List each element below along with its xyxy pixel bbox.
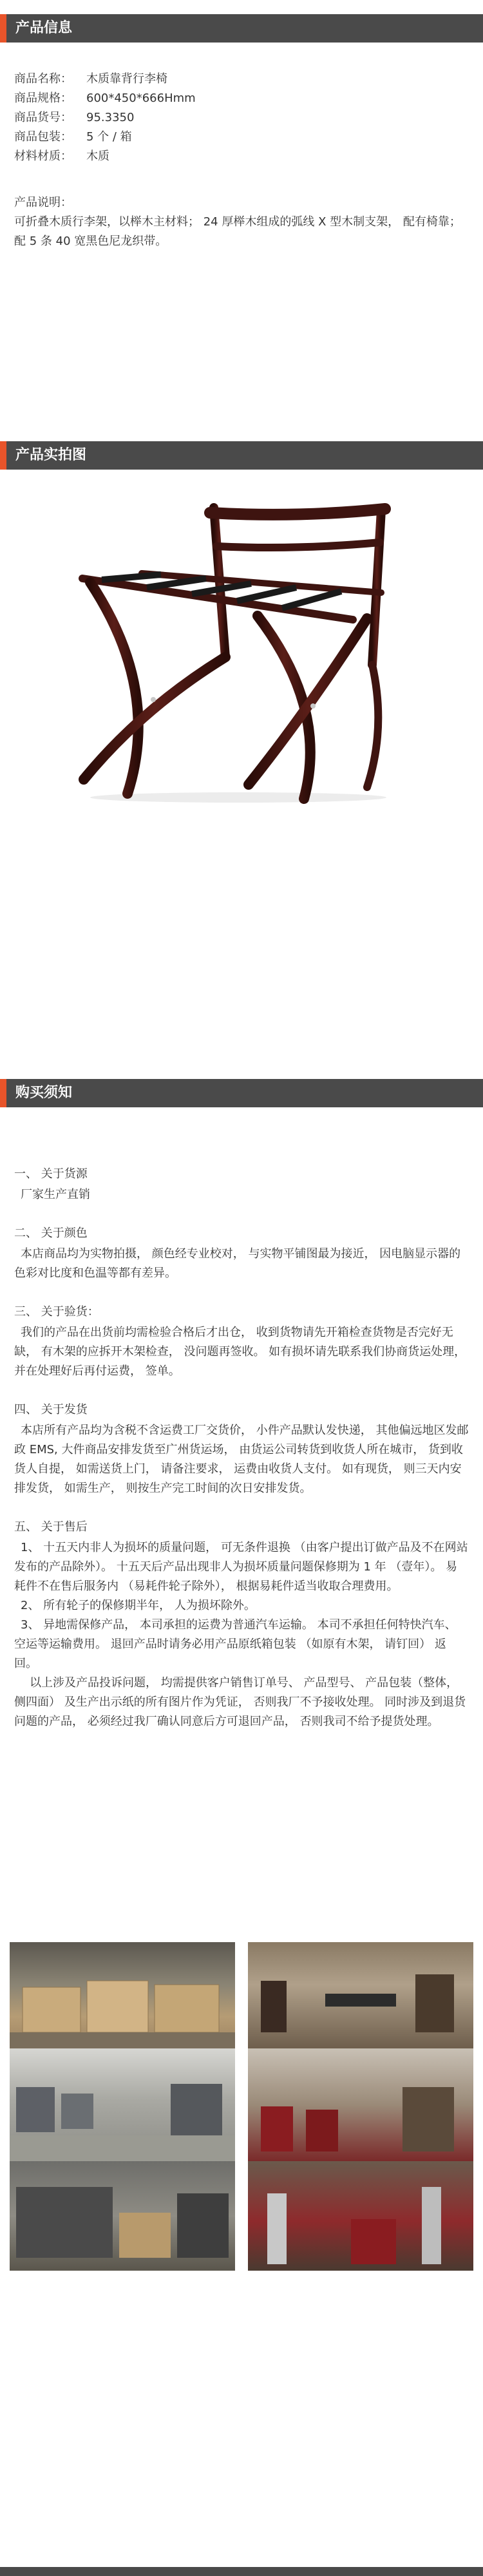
bottom-divider — [0, 2567, 483, 2576]
showroom-furniture-photo — [248, 1942, 473, 2048]
section-title: 购买须知 — [15, 1085, 73, 1101]
factory-floor-icon — [10, 2048, 235, 2161]
spec-label: 商品包装： — [14, 130, 72, 144]
spec-value: 600*450*666Hmm — [86, 91, 196, 105]
spec-row-material — [14, 148, 109, 165]
notice-title-inspection: 三、 关于验货： — [14, 1305, 99, 1319]
notice-title-aftersales: 五、 关于售后 — [14, 1520, 88, 1534]
section-accent — [0, 1079, 6, 1107]
spec-value: 木质靠背行李椅 — [86, 72, 167, 86]
spec-label: 商品规格： — [14, 91, 72, 105]
spec-value: 5 个 / 箱 — [86, 130, 132, 144]
description-body: 可折叠木质行李架，以榉木主材料； 24 厚榉木组成的弧线 X 型木制支架， 配有椅靠； 配 5 条 40 宽黑色尼龙织带。 — [14, 215, 461, 248]
notice-aftersales-2: 2、 所有轮子的保修期半年， 人为损坏除外。 — [21, 1599, 256, 1612]
spec-label: 商品货号： — [14, 111, 72, 124]
spec-value: 95.3350 — [86, 111, 135, 124]
notice-aftersales-1: 1、 十五天内非人为损坏的质量问题， 可无条件退换 （由客户提出订做产品及不在网站发布的产品除外）。 十五天后产品出现非人为损坏质量问题保修期为 1 年 （壹年）。 易耗件不在售后服务内 （易耗件轮子除外）， 根据易耗件适当收取合理费用。 — [14, 1541, 468, 1593]
section-header-purchase-notice — [0, 1079, 483, 1107]
spec-row-size — [14, 90, 196, 107]
spec-row-sku — [14, 110, 134, 126]
section-header-product-photo — [0, 441, 483, 470]
luggage-rack-chair-icon — [64, 496, 412, 805]
notice-body-shipping: 本店所有产品均为含税不含运费工厂交货价， 小件产品默认发快递， 其他偏远地区发邮政 EMS, 大件商品安排发货至广州货运场， 由货运公司转货到收货人所在城市， 货到收货人自提， 如需送货上门， 请备注要求， 运费由收货人支付。 如有现货， 则三天内安排发货， 如需生产， 则按生产完工时间的次日安排发货。 — [14, 1424, 469, 1495]
stock-rack-photo — [10, 2161, 235, 2271]
warehouse-boxes-icon — [10, 1942, 235, 2048]
purchase-notice — [14, 1165, 469, 1732]
notice-title-source: 一、 关于货源 — [14, 1167, 88, 1181]
notice-aftersales-4: 以上涉及产品投诉问题， 均需提供客户销售订单号、 产品型号、 产品包装（整体， 侧四面） 及生产出示纸的所有图片作为凭证， 否则我厂不予接收处理。 同时涉及到退货问题的产品， 必须经过我厂确认同意后方可退回产品， 否则我司不给予提货处理。 — [14, 1676, 466, 1728]
notice-body-source: 厂家生产直销 — [21, 1188, 90, 1201]
spec-row-name — [14, 71, 167, 88]
spec-label: 商品名称： — [14, 72, 72, 86]
factory-floor-photo — [10, 2048, 235, 2161]
description-heading: 产品说明： — [14, 196, 72, 209]
section-title: 产品实拍图 — [15, 447, 87, 463]
showroom-display-photo — [248, 2161, 473, 2271]
section-title: 产品信息 — [15, 20, 73, 36]
warehouse-boxes-photo — [10, 1942, 235, 2048]
spec-label: 材料材质： — [14, 149, 72, 163]
notice-title-color: 二、 关于颜色 — [14, 1226, 88, 1240]
showroom-furniture-icon — [248, 1942, 473, 2048]
notice-title-shipping: 四、 关于发货 — [14, 1403, 88, 1417]
stock-rack-icon — [10, 2161, 235, 2271]
notice-body-inspection: 我们的产品在出货前均需检验合格后才出仓， 收到货物请先开箱检查货物是否完好无缺， 有木架的应拆开木架检查， 没问题再签收。 如有损坏请先联系我们协商货运处理， 并在处理好后再付运费， 签单。 — [14, 1326, 466, 1378]
section-accent — [0, 441, 6, 470]
showroom-chairs-photo — [248, 2048, 473, 2161]
notice-aftersales-3: 3、 异地需保修产品， 本司承担的运费为普通汽车运输。 本司不承担任何特快汽车、 空运等运输费用。 退回产品时请务必用产品原纸箱包装 （如原有木架， 请钉回） 返回。 — [14, 1618, 457, 1670]
notice-body-color: 本店商品均为实物拍摄， 颜色经专业校对， 与实物平铺图最为接近， 因电脑显示器的色彩对比度和色温等都有差异。 — [14, 1247, 461, 1280]
showroom-chairs-icon — [248, 2048, 473, 2161]
showroom-display-icon — [248, 2161, 473, 2271]
product-photo — [64, 496, 412, 805]
section-accent — [0, 14, 6, 43]
section-header-product-info — [0, 14, 483, 43]
spec-row-package — [14, 129, 132, 146]
product-description — [14, 193, 469, 251]
spec-value: 木质 — [86, 149, 109, 163]
